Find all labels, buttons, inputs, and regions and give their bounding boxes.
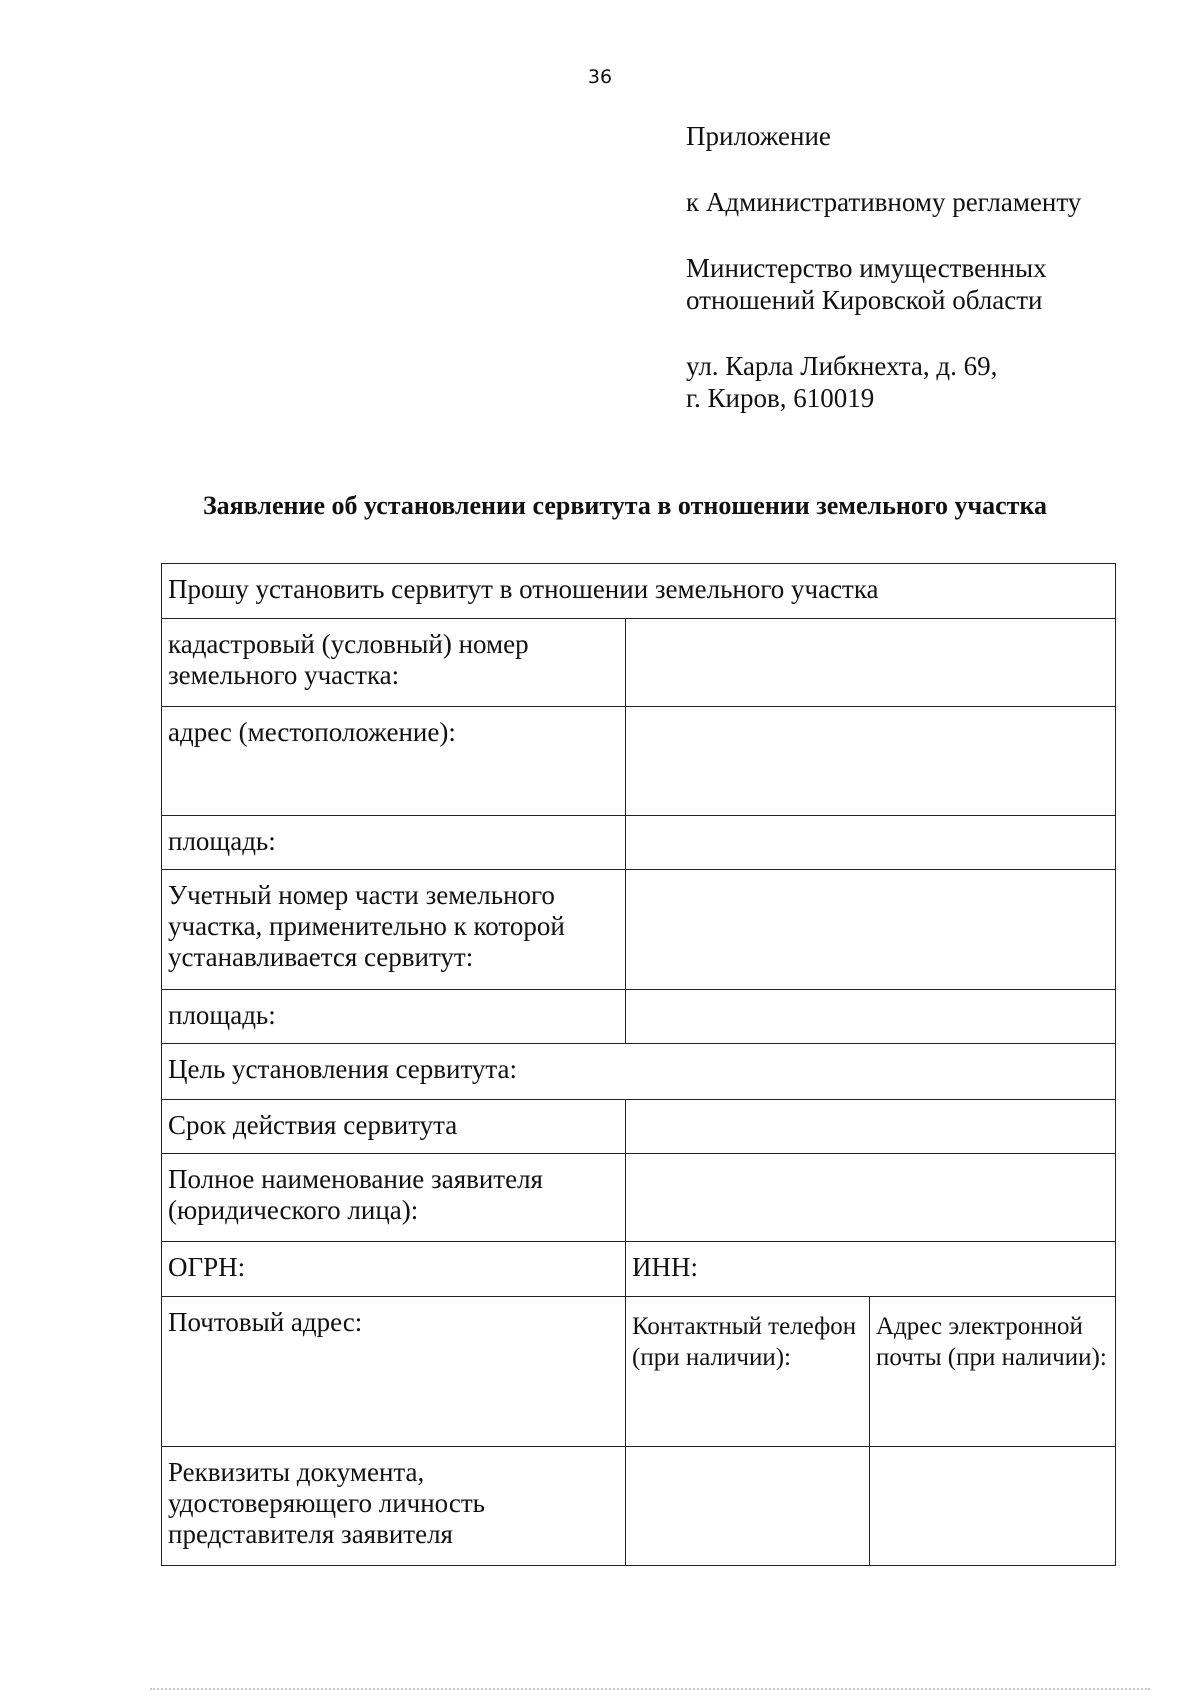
form-row-purpose [162, 1044, 1116, 1100]
document-details-field-2[interactable] [870, 1447, 1116, 1566]
email-cell[interactable]: Адрес электронной почты (при наличии): [870, 1297, 1116, 1447]
document-details-label: Реквизиты документа, удостоверяющего личность представителя заявителя [162, 1447, 626, 1566]
addressee-block [686, 120, 1156, 414]
term-label: Срок действия сервитута [162, 1100, 626, 1154]
application-form-table [161, 563, 1116, 1566]
form-row-document-details [162, 1447, 1116, 1566]
cadastral-number-label: кадастровый (условный) номер земельного участка: [162, 619, 626, 707]
area-label: площадь: [162, 816, 626, 870]
form-row-part-number [162, 870, 1116, 990]
ogrn-cell[interactable]: ОГРН: [162, 1242, 626, 1297]
applicant-name-field[interactable] [626, 1154, 1116, 1242]
ministry-line-1: Министерство имущественных [686, 253, 1047, 283]
form-row-contacts [162, 1297, 1116, 1447]
address-label: адрес (местоположение): [162, 707, 626, 816]
part-area-field[interactable] [626, 990, 1116, 1044]
appendix-label: Приложение [686, 121, 831, 151]
page-number: 36 [587, 66, 613, 88]
part-area-label: площадь: [162, 990, 626, 1044]
area-field[interactable] [626, 816, 1116, 870]
address-line-2: г. Киров, 610019 [686, 383, 875, 413]
document-title: Заявление об установлении сервитута в отношении земельного участка [202, 491, 1048, 520]
ministry-line-2: отношений Кировской области [686, 285, 1043, 315]
purpose-label[interactable]: Цель установления сервитута: [162, 1044, 1116, 1100]
scan-artifact-line [150, 1688, 1150, 1692]
form-row-request [162, 564, 1116, 619]
regulation-reference: к Административному регламенту [686, 187, 1082, 217]
term-field[interactable] [626, 1100, 1116, 1154]
part-number-label: Учетный номер части земельного участка, применительно к которой устанавливается сервитут: [162, 870, 626, 990]
form-row-cadastral-number [162, 619, 1116, 707]
form-row-area [162, 816, 1116, 870]
address-line-1: ул. Карла Либкнехта, д. 69, [686, 351, 998, 381]
address-field[interactable] [626, 707, 1116, 816]
postal-address-cell[interactable]: Почтовый адрес: [162, 1297, 626, 1447]
phone-cell[interactable]: Контактный телефон (при наличии): [626, 1297, 870, 1447]
cadastral-number-field[interactable] [626, 619, 1116, 707]
form-row-ogrn-inn [162, 1242, 1116, 1297]
request-text: Прошу установить сервитут в отношении земельного участка [162, 564, 1116, 619]
inn-cell[interactable]: ИНН: [626, 1242, 1116, 1297]
form-row-applicant-name [162, 1154, 1116, 1242]
form-row-term [162, 1100, 1116, 1154]
form-row-address [162, 707, 1116, 816]
applicant-name-label: Полное наименование заявителя (юридического лица): [162, 1154, 626, 1242]
document-details-field-1[interactable] [626, 1447, 870, 1566]
form-row-part-area [162, 990, 1116, 1044]
part-number-field[interactable] [626, 870, 1116, 990]
